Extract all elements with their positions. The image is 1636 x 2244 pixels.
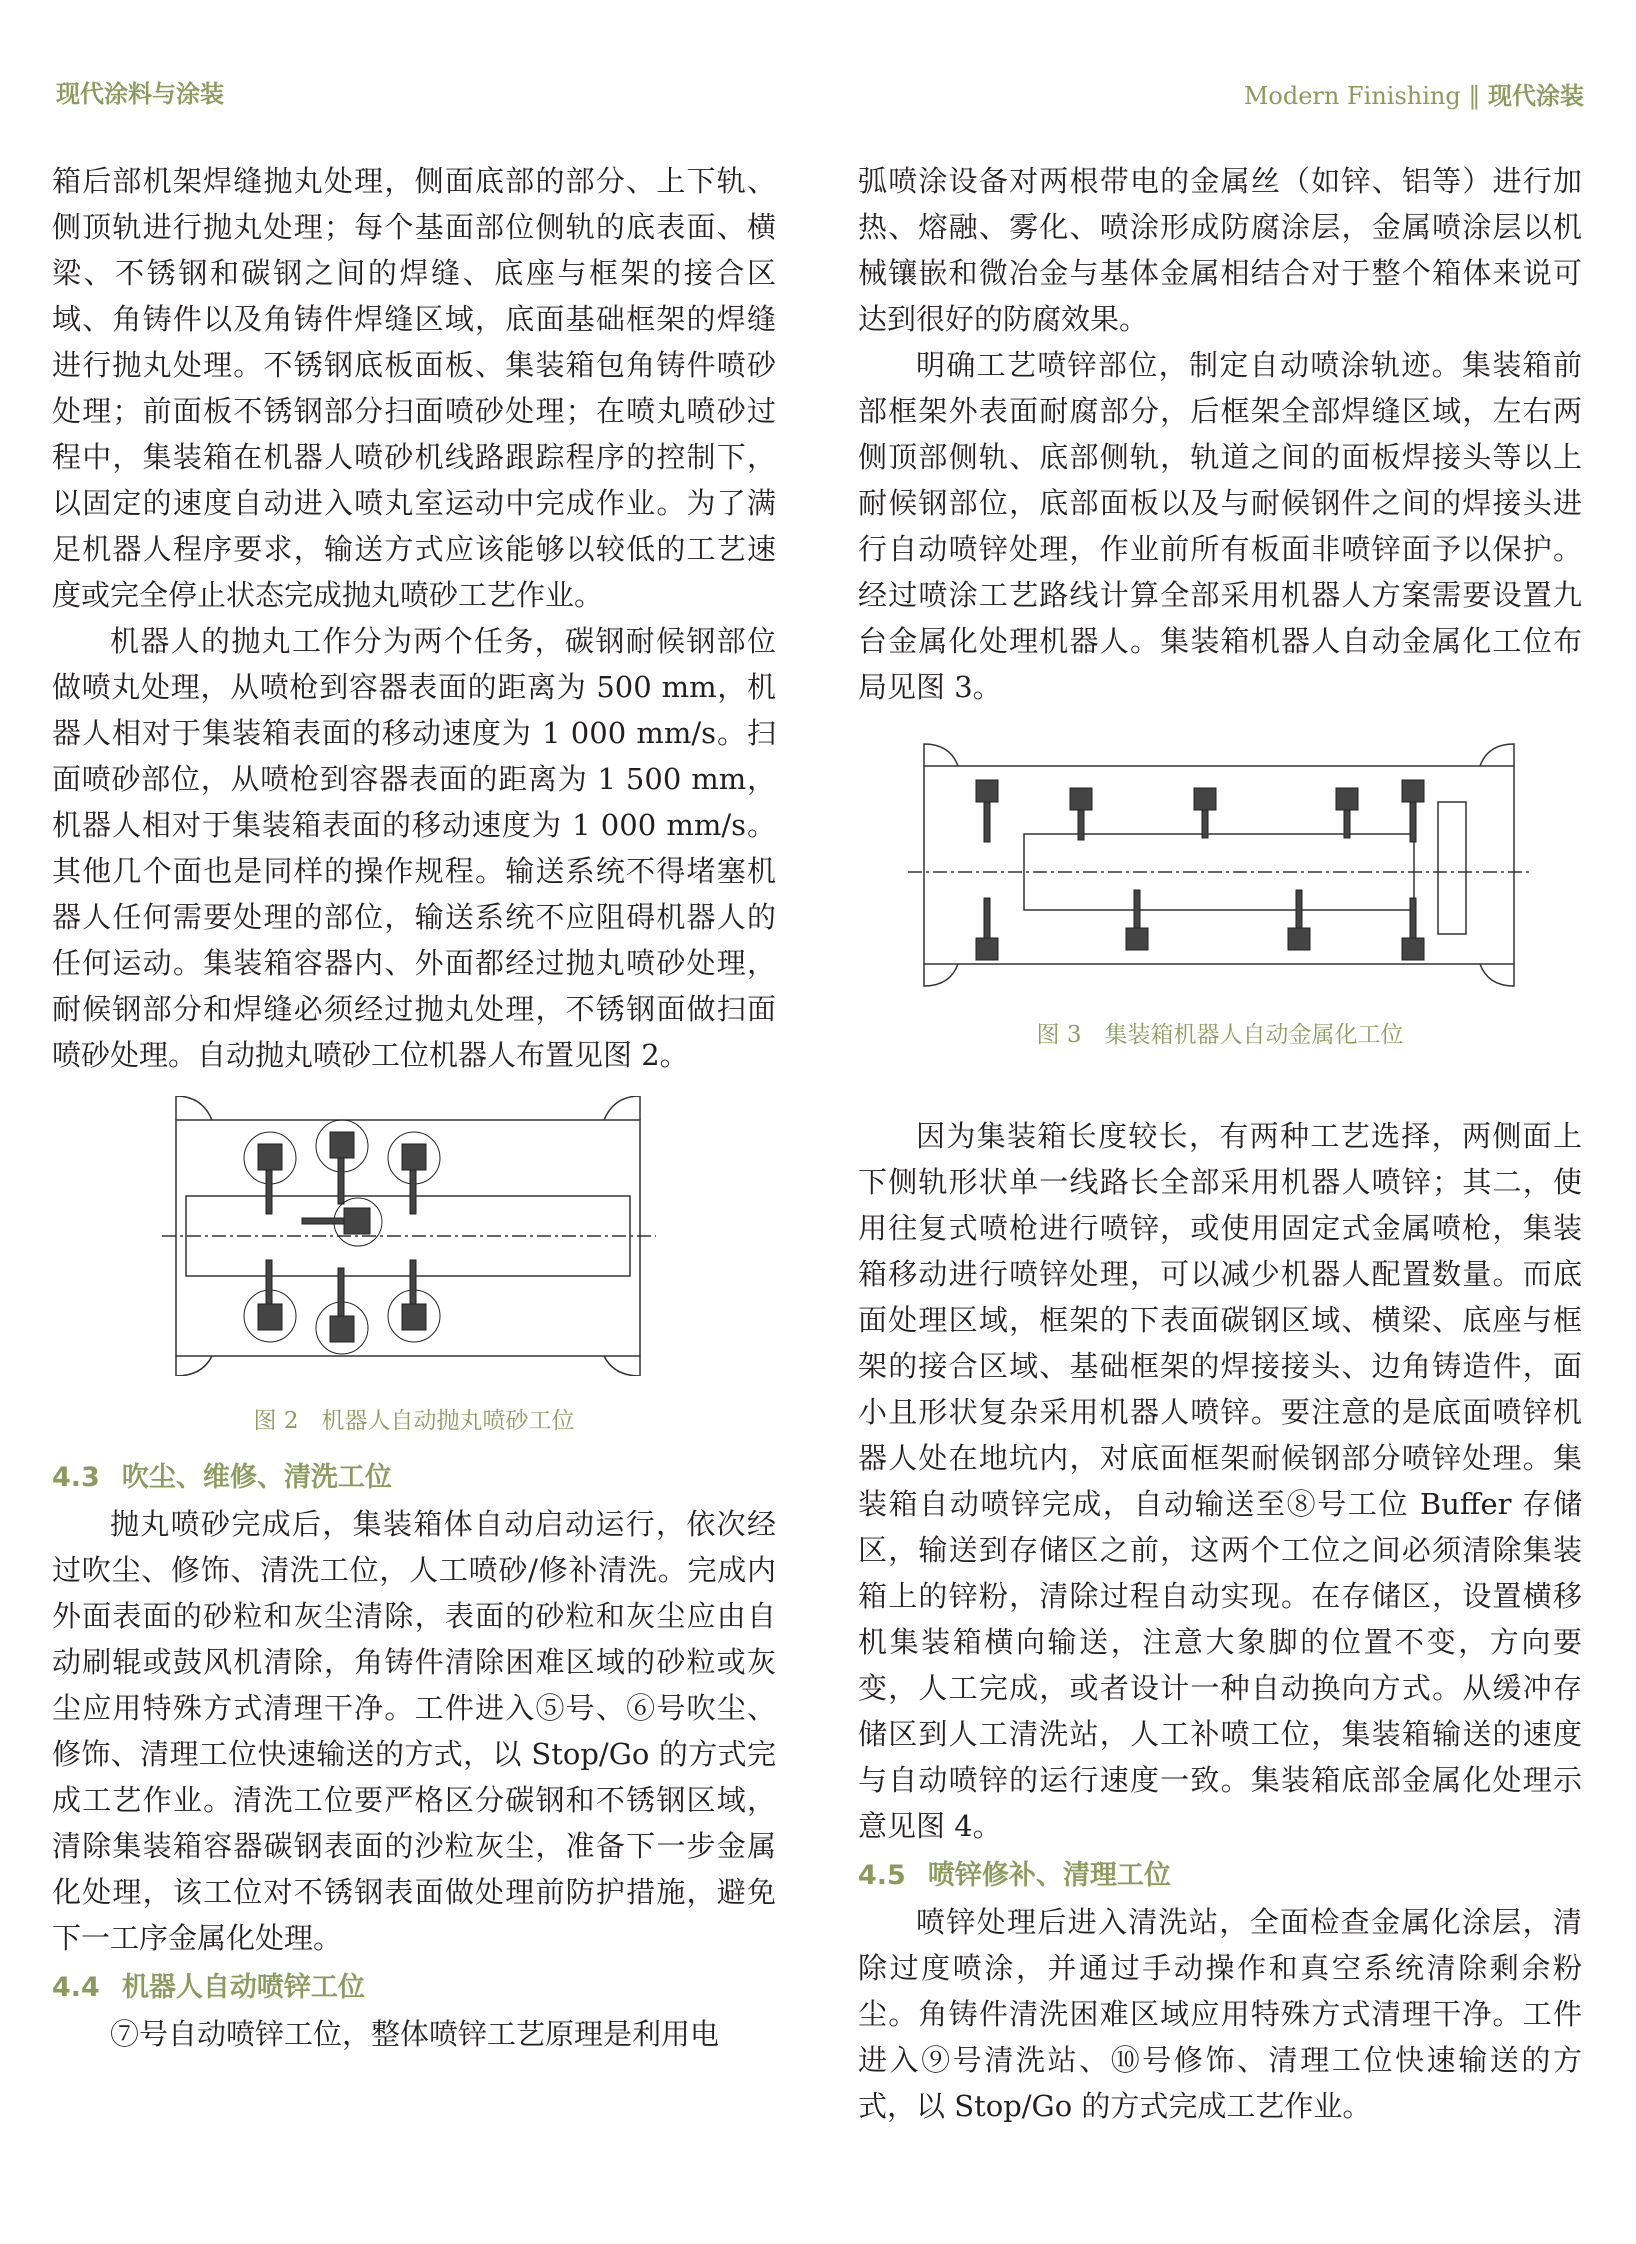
figure-2-caption: 图 2 机器人自动抛丸喷砂工位 [253,1408,575,1434]
left-paragraph-1: 箱后部机架焊缝抛丸处理，侧面底部的部分、上下轨、侧顶轨进行抛丸处理；每个基面部位侧轨的底表面、横梁、不锈钢和碳钢之间的焊缝、底座与框架的接合区域、角铸件以及角铸件焊缝区域，底面基础框架的焊缝进行抛丸处理。不锈钢底板面板、集装箱包角铸件喷砂处理；前面板不锈钢部分扫面喷砂处理；在喷丸喷砂过程中，集装箱在机器人喷砂机线路跟踪程序的控制下，以固定的速度自动进入喷丸室运动中完成作业。为了满足机器人程序要求，输送方式应该能够以较低的工艺速度或完全停止状态完成抛丸喷砂工艺作业。 [52,164,776,612]
robot [1402,780,1424,802]
right-paragraph-4: 喷锌处理后进入清洗站，全面检查金属化涂层，清除过度喷涂，并通过手动操作和真空系统清除剩余粉尘。角铸件清洗困难区域应用特殊方式清理干净。工件进入⑨号清洗站、⑩号修饰、清理工位快速输送的方式，以 Stop/Go 的方式完成工艺作业。 [858,1905,1582,2123]
booth-door [176,1096,212,1120]
robot-arm [1344,810,1350,838]
booth-outline [924,766,1514,964]
robot-arm [1410,898,1416,938]
robot-arm [302,1218,344,1224]
section-4-4-heading [52,1965,776,2011]
journal-name-en: Modern Finishing [1243,82,1461,110]
robot [1194,788,1216,810]
section-number: 4.5 [858,1860,906,1891]
left-column [52,158,776,2057]
right-paragraph-3: 因为集装箱长度较长，有两种工艺选择，两侧面上下侧轨形状单一线路长全部采用机器人喷锌；其二，使用往复式喷枪进行喷锌，或使用固定式金属喷枪，集装箱移动进行喷锌处理，可以减少机器人配置数量。而底面处理区域，框架的下表面碳钢区域、横梁、底座与框架的接合区域、基础框架的焊接接头、边角铸造件，面小且形状复杂采用机器人喷锌。要注意的是底面喷锌机器人处在地坑内，对底面框架耐候钢部分喷锌处理。集装箱自动喷锌完成，自动输送至⑧号工位 Buffer 存储区，输送到存储区之前，这两个工位之间必须清除集装箱上的锌粉，清除过程自动实现。在存储区，设置横移机集装箱横向输送，注意大象脚的位置不变，方向要变，人工完成，或者设计一种自动换向方式。从缓冲存储区到人工清洗站，人工补喷工位，集装箱输送的速度与自动喷锌的运行速度一致。集装箱底部金属化处理示意见图 4。 [858,1119,1582,1843]
right-paragraph-2: 明确工艺喷锌部位，制定自动喷涂轨迹。集装箱前部框架外表面耐腐部分，后框架全部焊缝区域，左右两侧顶部侧轨、底部侧轨，轨道之间的面板焊接头等以上耐候钢部位，底部面板以及与耐候钢件之间的焊接头进行自动喷锌处理，作业前所有板面非喷锌面予以保护。经过喷涂工艺路线计算全部采用机器人方案需要设置九台金属化处理机器人。集装箱机器人自动金属化工位布局见图 3。 [858,348,1582,704]
left-paragraph-2: 机器人的抛丸工作分为两个任务，碳钢耐候钢部位做喷丸处理，从喷枪到容器表面的距离为 500 mm，机器人相对于集装箱表面的移动速度为 1 000 mm/s。扫面喷砂部位，从喷枪到容器表面的距离为 1 500 mm，机器人相对于集装箱表面的移动速度为 1 000 mm/s。其他几个面也是同样的操作规程。输送系统不得堵塞机器人任何需要处理的部位，输送系统不应阻碍机器人的任何运动。集装箱容器内、外面都经过抛丸喷砂处理，耐候钢部分和焊缝必须经过抛丸处理，不锈钢面做扫面喷砂处理。自动抛丸喷砂工位机器人布置见图 2。 [52,624,776,1072]
right-column [858,158,1582,2129]
booth-door [176,1356,212,1376]
journal-header-right [1244,76,1584,111]
buffer-frame [1438,802,1466,934]
booth-door [604,1356,640,1376]
figure-3-caption: 图 3 集装箱机器人自动金属化工位 [1036,1022,1404,1048]
robot-arm [1078,810,1084,840]
robot-arm [984,802,990,842]
robot [330,1316,354,1342]
figure-2-diagram [52,1096,776,1376]
left-paragraph-4: ⑦号自动喷锌工位，整体喷锌工艺原理是利用电 [110,2017,720,2051]
robot-arm [984,898,990,938]
section-title: 吹尘、维修、清洗工位 [121,1462,392,1493]
robot-arm [410,1170,416,1214]
header-separator: ‖ [1460,82,1488,110]
booth-door [924,744,958,766]
robot [330,1132,354,1158]
robot-arm [338,1158,344,1204]
journal-name-cn: 现代涂装 [1488,82,1584,110]
robot-arm [1296,890,1302,928]
booth-door [924,964,958,986]
section-4-3-heading [52,1455,776,1501]
robot [344,1208,370,1234]
robot [402,1304,426,1330]
robot-arm [1202,810,1208,838]
section-number: 4.3 [52,1462,100,1493]
robot [1336,788,1358,810]
figure-3 [858,740,1582,1049]
figure-3-diagram [858,740,1582,990]
booth-door [604,1096,640,1120]
robot [258,1304,282,1330]
robot [1126,928,1148,950]
booth-door [1480,744,1514,766]
section-title: 机器人自动喷锌工位 [121,1972,365,2003]
right-paragraph-1: 弧喷涂设备对两根带电的金属丝（如锌、铝等）进行加热、熔融、雾化、喷涂形成防腐涂层，金属喷涂层以机械镶嵌和微冶金与基体金属相结合对于整个箱体来说可达到很好的防腐效果。 [858,164,1582,336]
robot [1402,938,1424,960]
section-number: 4.4 [52,1972,100,2003]
robot-arm [266,1260,272,1304]
robot [976,938,998,960]
journal-title: 现代涂料与涂装 [56,80,224,108]
robot-arm [266,1170,272,1214]
left-paragraph-3: 抛丸喷砂完成后，集装箱体自动启动运行，依次经过吹尘、修饰、清洗工位，人工喷砂/修补清洗。完成内外面表面的砂粒和灰尘清除，表面的砂粒和灰尘应由自动刷辊或鼓风机清除，角铸件清除困难区域的砂粒或灰尘应用特殊方式清理干净。工件进入⑤号、⑥号吹尘、修饰、清理工位快速输送的方式，以 Stop/Go 的方式完成工艺作业。清洗工位要严格区分碳钢和不锈钢区域，清除集装箱容器碳钢表面的沙粒灰尘，准备下一步金属化处理，该工位对不锈钢表面做处理前防护措施，避免下一工序金属化处理。 [52,1507,776,1955]
booth-door [1480,964,1514,986]
section-title: 喷锌修补、清理工位 [927,1860,1171,1891]
robot-arm [1410,802,1416,842]
robot [258,1144,282,1170]
section-4-5-heading [858,1853,1582,1899]
robot [402,1144,426,1170]
robot [1070,788,1092,810]
robot [1288,928,1310,950]
robot-arm [338,1268,344,1316]
figure-2 [52,1096,776,1435]
robot-arm [1134,890,1140,928]
robot [976,780,998,802]
robot-arm [410,1260,416,1304]
